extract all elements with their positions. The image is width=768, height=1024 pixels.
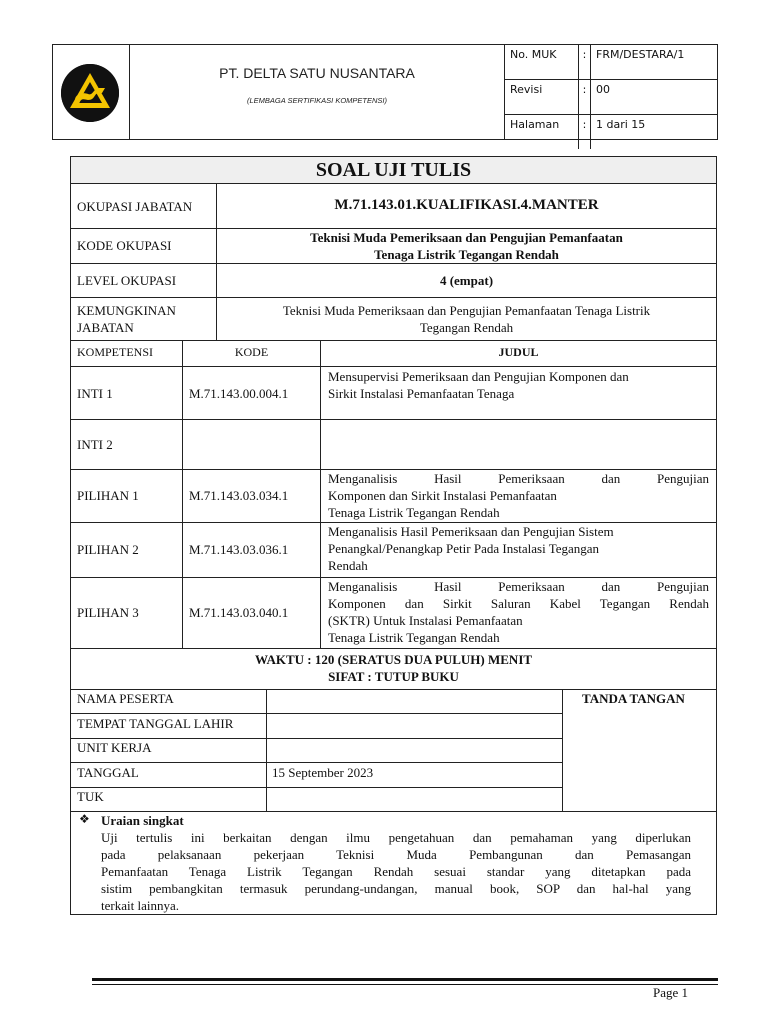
document-meta-table xyxy=(505,45,717,149)
sifat-text: SIFAT : TUTUP BUKU xyxy=(328,669,459,684)
competency-code: M.71.143.03.036.1 xyxy=(189,542,289,557)
competency-type: INTI 1 xyxy=(77,386,113,401)
competency-type: PILIHAN 3 xyxy=(77,605,139,620)
competency-title-line: Penangkal/Penangkap Petir Pada Instalasi Tegangan xyxy=(328,541,600,556)
competency-title-line: Menganalisis Hasil Pemeriksaan dan Pengujian xyxy=(328,579,709,594)
kemungkinan-jabatan-label-line1: KEMUNGKINAN xyxy=(77,303,176,318)
competency-title-line: Menganalisis Hasil Pemeriksaan dan Pengujian Sistem xyxy=(328,524,614,539)
nama-peserta-label: NAMA PESERTA xyxy=(77,691,174,706)
meta-value: 00 xyxy=(591,80,718,115)
column-divider xyxy=(266,689,267,811)
tuk-label: TUK xyxy=(77,789,104,804)
uraian-line: sistim pembangkitan termasuk perundang-undangan, manual book, SOP dan hal-hal yang xyxy=(101,881,691,896)
competency-type: PILIHAN 2 xyxy=(77,542,139,557)
meta-value: 1 dari 15 xyxy=(591,115,718,150)
row-divider xyxy=(71,762,562,763)
meta-label: Revisi xyxy=(505,80,579,115)
meta-separator: : xyxy=(579,80,591,115)
uraian-title: Uraian singkat xyxy=(101,813,184,828)
competency-type: PILIHAN 1 xyxy=(77,488,139,503)
footer-rule xyxy=(92,978,718,981)
exam-form xyxy=(70,156,717,915)
logo-icon xyxy=(61,64,119,122)
diamond-bullet-icon: ❖ xyxy=(79,812,90,826)
kemungkinan-jabatan-value-line2: Tegangan Rendah xyxy=(419,320,514,335)
competency-title-line: Komponen dan Sirkit Saluran Kabel Tegangan Rendah xyxy=(328,596,709,611)
level-okupasi-label: LEVEL OKUPASI xyxy=(77,273,177,288)
row-divider xyxy=(71,297,716,298)
competency-type: INTI 2 xyxy=(77,437,113,452)
row-divider xyxy=(71,183,716,184)
competency-title-line: Komponen dan Sirkit Instalasi Pemanfaatan xyxy=(328,488,557,503)
meta-value: FRM/DESTARA/1 xyxy=(591,45,718,80)
competency-title-line: Tenaga Listrik Tegangan Rendah xyxy=(328,505,500,520)
competency-title-line: Tenaga Listrik Tegangan Rendah xyxy=(328,630,500,645)
competency-code: M.71.143.03.034.1 xyxy=(189,488,289,503)
row-divider xyxy=(71,366,716,367)
column-divider xyxy=(320,340,321,648)
company-cell xyxy=(130,45,505,139)
company-logo xyxy=(61,64,119,122)
kode-header: KODE xyxy=(234,345,269,359)
uraian-line: Pemanfaatan Tenaga Listrik Tegangan Rendah sesuai standar yang ditetapkan pada xyxy=(101,864,691,879)
uraian-line: Uji tertulis ini berkaitan dengan ilmu pengetahuan dan pemahaman yang diperlukan xyxy=(101,830,691,845)
document-header xyxy=(52,44,718,140)
okupasi-jabatan-value: M.71.143.01.KUALIFIKASI.4.MANTER xyxy=(334,197,599,213)
row-divider xyxy=(71,340,716,341)
tanda-tangan-label: TANDA TANGAN xyxy=(582,691,685,706)
unit-kerja-label: UNIT KERJA xyxy=(77,740,152,755)
competency-code: M.71.143.03.040.1 xyxy=(189,605,289,620)
column-divider xyxy=(562,689,563,811)
page-number: Page 1 xyxy=(652,985,688,1000)
competency-title-line: (SKTR) Untuk Instalasi Pemanfaatan xyxy=(328,613,523,628)
meta-label: No. MUK xyxy=(505,45,579,80)
logo-cell xyxy=(53,45,130,139)
document-title: SOAL UJI TULIS xyxy=(315,159,472,181)
level-okupasi-value: 4 (empat) xyxy=(439,273,494,288)
uraian-line: terkait lainnya. xyxy=(101,898,179,913)
kode-okupasi-label: KODE OKUPASI xyxy=(77,238,172,253)
competency-title-line: Rendah xyxy=(328,558,368,573)
column-divider xyxy=(182,340,183,648)
competency-title-line: Sirkit Instalasi Pemanfaatan Tenaga xyxy=(328,386,515,401)
competency-title-line: Menganalisis Hasil Pemeriksaan dan Pengujian xyxy=(328,471,709,486)
row-divider xyxy=(71,713,562,714)
judul-header: JUDUL xyxy=(498,345,539,359)
meta-label: Halaman xyxy=(505,115,579,150)
meta-row-revisi xyxy=(505,80,717,115)
row-divider xyxy=(71,787,562,788)
meta-row-halaman xyxy=(505,115,717,150)
uraian-line: pada pelaksanaan pekerjaan Teknisi Muda Pembangunan dan Pemasangan xyxy=(101,847,691,862)
tempat-tanggal-lahir-label: TEMPAT TANGGAL LAHIR xyxy=(77,716,234,731)
tanggal-field[interactable]: 15 September 2023 xyxy=(272,765,374,780)
kompetensi-header: KOMPETENSI xyxy=(77,345,154,359)
kemungkinan-jabatan-value-line1: Teknisi Muda Pemeriksaan dan Pengujian Pemanfaatan Tenaga Listrik xyxy=(282,303,651,318)
company-name: PT. DELTA SATU NUSANTARA xyxy=(219,65,415,81)
competency-title-line: Mensupervisi Pemeriksaan dan Pengujian Komponen dan xyxy=(328,369,629,384)
meta-separator: : xyxy=(579,45,591,80)
row-divider xyxy=(71,419,716,420)
waktu-text: WAKTU : 120 (SERATUS DUA PULUH) MENIT xyxy=(254,652,533,667)
tanggal-label: TANGGAL xyxy=(77,765,139,780)
okupasi-jabatan-label: OKUPASI JABATAN xyxy=(77,199,193,214)
row-divider xyxy=(71,648,716,649)
kemungkinan-jabatan-label-line2: JABATAN xyxy=(77,320,134,335)
competency-code: M.71.143.00.004.1 xyxy=(189,386,289,401)
company-subtitle: (LEMBAGA SERTIFIKASI KOMPETENSI) xyxy=(246,96,388,105)
row-divider xyxy=(71,263,716,264)
kode-okupasi-value-line2: Tenaga Listrik Tegangan Rendah xyxy=(374,247,559,262)
meta-row-no-muk xyxy=(505,45,717,80)
meta-separator: : xyxy=(579,115,591,150)
kode-okupasi-value-line1: Teknisi Muda Pemeriksaan dan Pengujian Pemanfaatan xyxy=(310,230,623,245)
